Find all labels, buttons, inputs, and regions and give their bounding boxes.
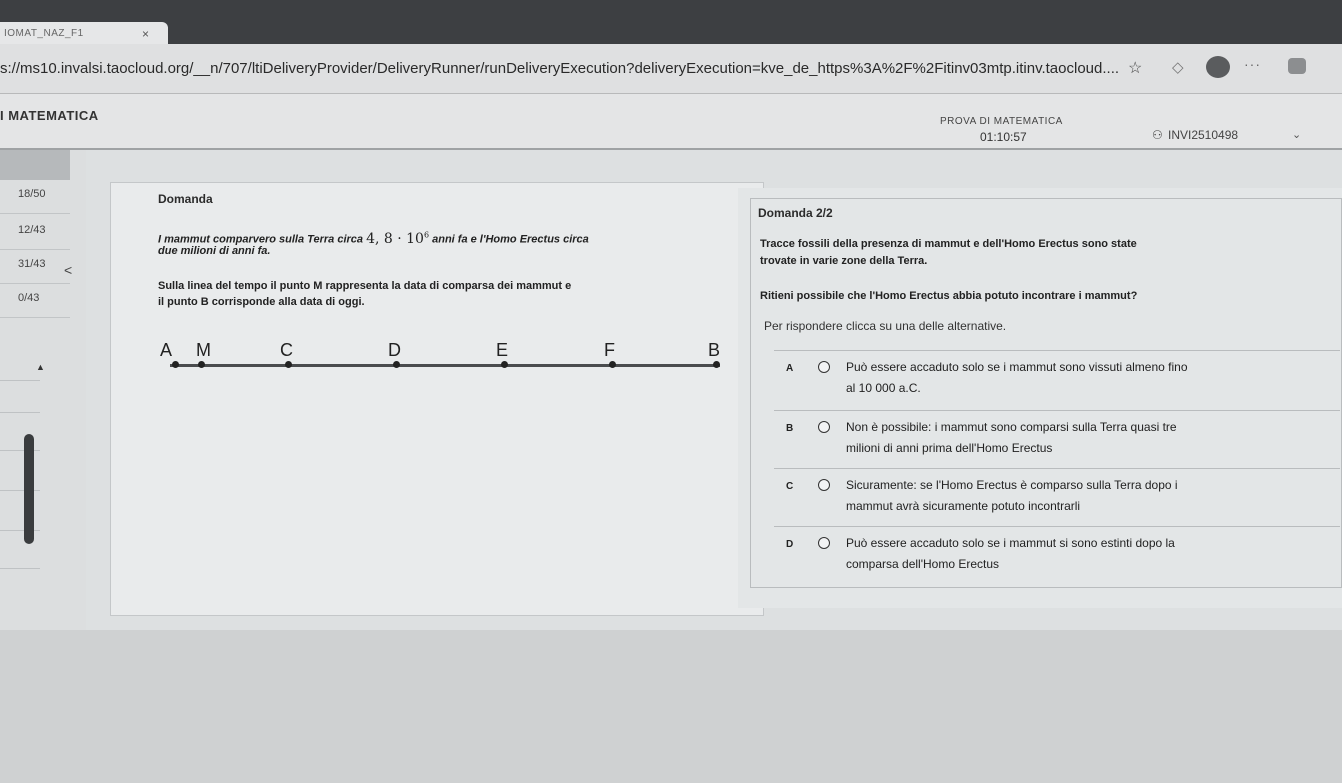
option-text: comparsa dell'Homo Erectus [846,557,1000,571]
nav-divider [0,490,40,491]
timeline-point [198,361,205,368]
radio-button[interactable] [818,361,830,373]
chevron-down-icon[interactable]: ⌄ [1292,129,1302,141]
timeline-point [713,361,720,368]
timeline-label: C [280,340,293,360]
browser-tab[interactable] [0,22,168,44]
extension-puzzle-icon[interactable] [1288,58,1306,74]
nav-active-bar [0,150,70,180]
timeline-line [170,364,720,367]
timeline-point [501,361,508,368]
profile-avatar-icon[interactable] [1206,56,1230,78]
question-timeline-text: il punto B corrisponde alla data di oggi. [158,296,365,308]
tab-title: IOMAT_NAZ_F1 [4,28,84,39]
radio-button[interactable] [818,479,830,491]
section-nav [0,150,86,630]
timeline-label: B [708,340,721,360]
nav-divider [0,450,40,451]
question-text-part: I mammut comparvero sulla Terra circa [158,233,367,246]
option-text: Sicuramente: se l'Homo Erectus è comparso sulla Terra dopo i [846,478,1178,492]
scrollbar-thumb[interactable] [24,434,34,544]
nav-item[interactable]: 31/43 [0,250,70,284]
timeline-label: F [604,340,615,360]
timeline-label: M [196,340,211,360]
test-name: PROVA DI MATEMATICA [940,116,1063,127]
option-text: mammut avrà sicuramente potuto incontrarli [846,499,1081,513]
more-menu-icon[interactable]: ··· [1244,56,1261,72]
response-instruction: Per rispondere clicca su una delle alternative. [764,319,1007,333]
extension-icon[interactable]: ◇ [1172,59,1184,76]
question-number [366,231,429,247]
url-field[interactable]: s://ms10.invalsi.taocloud.org/__n/707/ltiDeliveryProvider/DeliveryRunner/runDeliveryExecution?deliveryExecution=kve_de_https%3A%2F%2Fitinv03mtp.itinv.taocloud.... [0,60,1120,77]
nav-divider [0,568,40,569]
browser-tabbar [0,0,1342,44]
option-text: milioni di anni prima dell'Homo Erectus [846,441,1053,455]
option-text: Può essere accaduto solo se i mammut si sono estinti dopo la [846,536,1175,550]
user-id: INVI2510498 [1168,128,1239,142]
option-text: al 10 000 a.C. [846,381,921,395]
option-text: Non è possibile: i mammut sono comparsi sulla Terra quasi tre [846,420,1177,434]
question-label: Domanda [158,192,213,206]
option-letter: D [786,539,794,550]
option-text: Può essere accaduto solo se i mammut sono vissuti almeno fino [846,360,1188,374]
option-letter: C [786,481,794,492]
nav-divider [0,380,40,381]
nav-divider [0,530,40,531]
timeline-point [393,361,400,368]
timeline-label: A [160,340,173,360]
radio-button[interactable] [818,421,830,433]
collapse-nav-icon[interactable]: < [64,262,73,278]
scroll-up-icon[interactable]: ▲ [36,362,45,372]
response-text: Tracce fossili della presenza di mammut e dell'Homo Erectus sono state [760,238,1137,250]
timeline-label: D [388,340,401,360]
answer-option-b[interactable] [774,410,1340,470]
page-title: I MATEMATICA [0,108,99,123]
nav-item[interactable]: 18/50 [0,180,70,214]
nav-divider [0,412,40,413]
answer-option-c[interactable] [774,468,1340,528]
question-text-part: anni fa e l'Homo Erectus circa [429,233,589,246]
close-icon[interactable]: × [142,27,150,41]
response-text: trovate in varie zone della Terra. [760,255,928,267]
timeline-label: E [496,340,509,360]
user-icon: ⚇ [1152,128,1163,142]
address-bar [0,44,1342,94]
answer-option-a[interactable] [774,350,1340,410]
option-letter: A [786,363,794,374]
option-letter: B [786,423,794,434]
question-number-base: 4, 8 · 10 [366,230,424,247]
nav-item[interactable]: 0/43 [0,284,70,318]
timer: 01:10:57 [980,130,1027,144]
timeline-point [609,361,616,368]
radio-button[interactable] [818,537,830,549]
bookmark-star-icon[interactable]: ☆ [1128,60,1143,77]
app-header [0,94,1342,150]
question-number-exponent: 6 [423,230,430,239]
answer-option-d[interactable] [774,526,1340,586]
response-label: Domanda 2/2 [758,206,833,220]
response-question: Ritieni possibile che l'Homo Erectus abbia potuto incontrare i mammut? [760,290,1138,302]
question-text-cont: due milioni di anni fa. [158,245,271,257]
timeline [160,330,740,374]
timeline-point [172,361,179,368]
nav-item[interactable]: 12/43 [0,216,70,250]
timeline-point [285,361,292,368]
question-timeline-text: Sulla linea del tempo il punto M rappresenta la data di comparsa dei mammut e [158,280,572,292]
page-bottom [0,630,1342,783]
